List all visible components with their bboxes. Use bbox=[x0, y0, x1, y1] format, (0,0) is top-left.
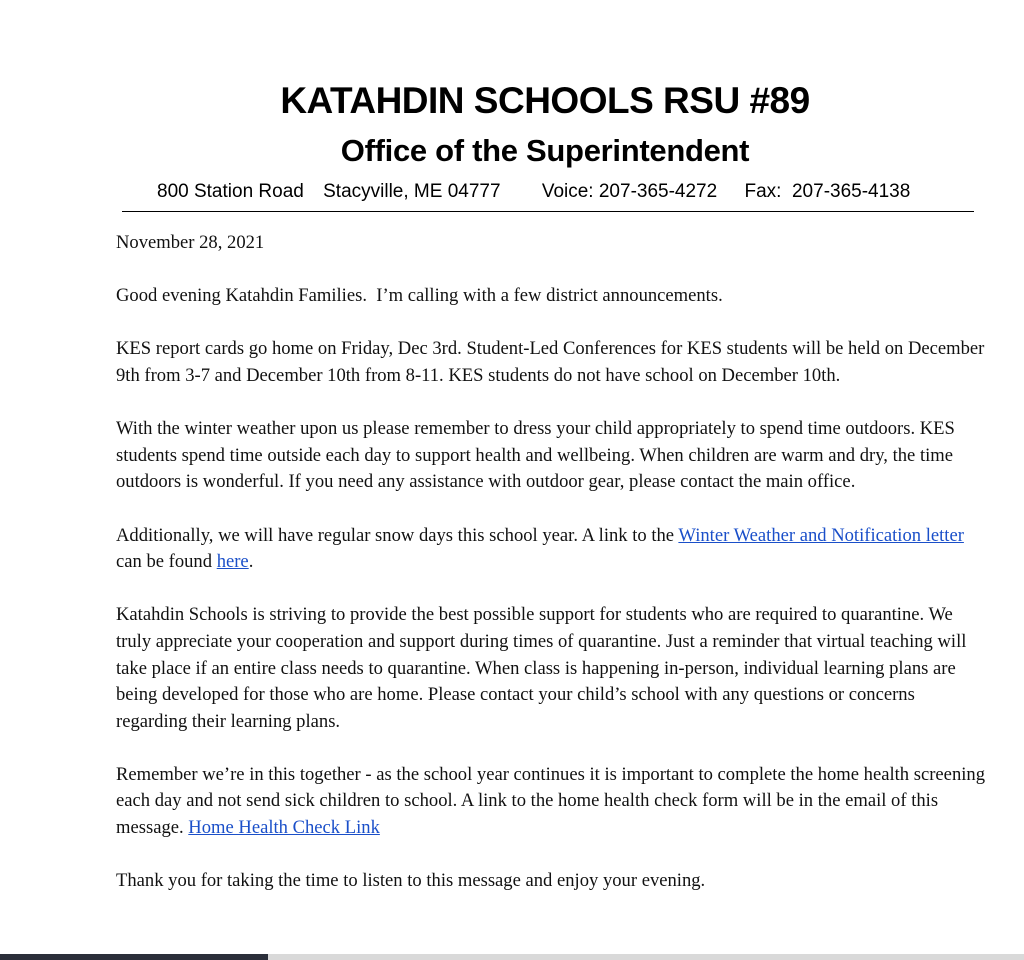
report-cards-paragraph: KES report cards go home on Friday, Dec 3rd. Student-Led Conferences for KES students will be held on December 9th from 3-7 and December 10th from 8-11. KES students do not have school on December 10th. bbox=[116, 338, 985, 386]
closing-paragraph: Thank you for taking the time to listen to this message and enjoy your evening. bbox=[116, 870, 706, 892]
snow-days-text: Additionally, we will have regular snow days this school year. A link to the bbox=[116, 524, 679, 546]
health-check-paragraph bbox=[116, 762, 986, 842]
home-health-check-link[interactable]: Home Health Check Link bbox=[188, 817, 380, 839]
health-check-text: Remember we’re in this together - as the school year continues it is important to complete the home health screening each day and not send sick children to school. A link to the home health check form will be in the email of this message. bbox=[116, 763, 985, 839]
office-subtitle: Office of the Superintendent bbox=[340, 133, 750, 168]
snow-days-paragraph bbox=[116, 523, 986, 576]
city-state-zip: Stacyville, ME 04777 bbox=[323, 181, 501, 202]
winter-weather-letter-link[interactable]: Winter Weather and Notification letter bbox=[678, 524, 964, 546]
bottom-taskbar-strip bbox=[0, 954, 1024, 960]
here-link[interactable]: here bbox=[216, 551, 249, 573]
snow-days-text-end: . bbox=[248, 551, 254, 573]
letter-body bbox=[116, 230, 986, 921]
fax-number: Fax: 207-365-4138 bbox=[744, 181, 911, 202]
contact-info-row bbox=[157, 181, 910, 203]
letterhead-divider bbox=[122, 211, 974, 212]
quarantine-paragraph: Katahdin Schools is striving to provide the best possible support for students who are required to quarantine. We truly appreciate your cooperation and support during times of quarantine. Just a reminder that virtual teaching will take place if an entire class needs to quarantine. When class is happening in-person, individual learning plans are being developed for those who are home. Please contact your child’s school with any questions or concerns regarding their learning plans. bbox=[116, 604, 967, 732]
winter-weather-paragraph: With the winter weather upon us please remember to dress your child appropriately to spend time outdoors. KES students spend time outside each day to support health and wellbeing. When children are warm and dry, the time outdoors is wonderful. If you need any assistance with outdoor gear, please contact the main office. bbox=[116, 418, 955, 493]
letter-date: November 28, 2021 bbox=[116, 232, 265, 253]
snow-days-text-middle: can be found bbox=[116, 551, 217, 573]
voice-phone: Voice: 207-365-4272 bbox=[541, 181, 718, 202]
street-address: 800 Station Road bbox=[157, 181, 304, 202]
district-title: KATAHDIN SCHOOLS RSU #89 bbox=[280, 80, 810, 121]
taskbar-dark-segment bbox=[0, 954, 268, 960]
greeting-paragraph: Good evening Katahdin Families. I’m calling with a few district announcements. bbox=[116, 285, 723, 307]
